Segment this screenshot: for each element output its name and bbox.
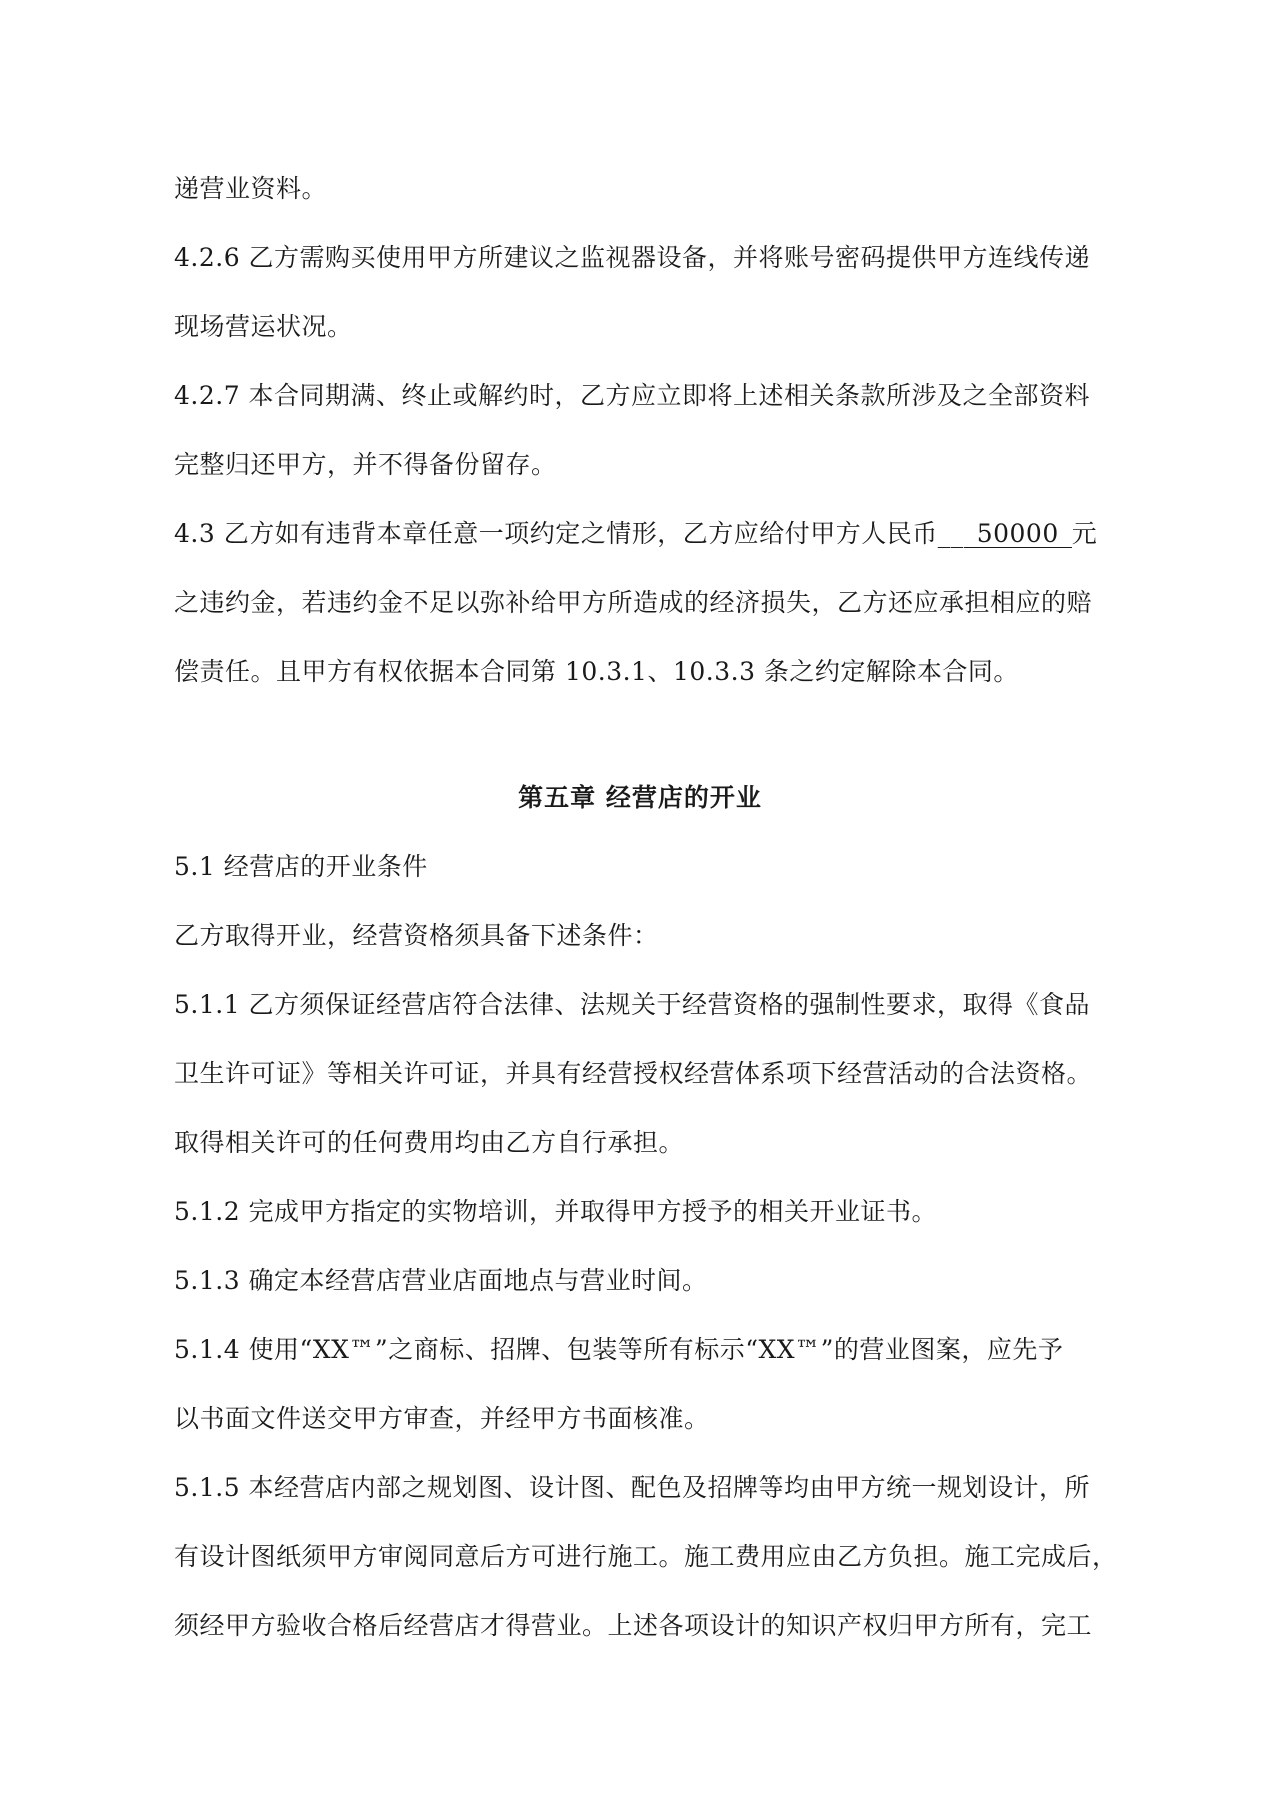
clause-4-2-6: 4.2.6 乙方需购买使用甲方所建议之监视器设备，并将账号密码提供甲方连线传递 [174,243,1091,272]
clause-5-1-1: 5.1.1 乙方须保证经营店符合法律、法规关于经营资格的强制性要求，取得《食品 [174,990,1091,1019]
text-line: 有设计图纸须甲方审阅同意后方可进行施工。施工费用应由乙方负担。施工完成后， [174,1542,1118,1571]
text-line: 乙方取得开业，经营资格须具备下述条件： [174,921,659,950]
clause-4-2-7: 4.2.7 本合同期满、终止或解约时，乙方应立即将上述相关条款所涉及之全部资料 [174,381,1091,410]
clause-5-1-5: 5.1.5 本经营店内部之规划图、设计图、配色及招牌等均由甲方统一规划设计，所 [174,1473,1091,1502]
currency-unit: 元 [1071,519,1098,548]
text-line: 之违约金，若违约金不足以弥补给甲方所造成的经济损失，乙方还应承担相应的赔 [174,588,1093,617]
text-line: 卫生许可证》等相关许可证，并具有经营授权经营体系项下经营活动的合法资格。 [174,1059,1093,1088]
chapter-title: 第五章 经营店的开业 [518,783,762,812]
section-5-1-title: 5.1 经营店的开业条件 [174,852,428,881]
clause-4-3-text: 4.3 乙方如有违背本章任意一项约定之情形，乙方应给付甲方人民币__ [174,519,964,548]
text-line: 须经甲方验收合格后经营店才得营业。上述各项设计的知识产权归甲方所有，完工 [174,1611,1093,1640]
text-line: 递营业资料。 [174,174,328,203]
text-line: 偿责任。且甲方有权依据本合同第 10.3.1、10.3.3 条之约定解除本合同。 [174,657,1019,686]
text-line: 现场营运状况。 [174,312,353,341]
clause-4-3 [174,500,1108,568]
clause-5-1-2: 5.1.2 完成甲方指定的实物培训，并取得甲方授予的相关开业证书。 [174,1197,938,1226]
clause-5-1-4: 5.1.4 使用“XX™”之商标、招牌、包装等所有标示“XX™”的营业图案，应先予 [174,1335,1064,1364]
penalty-amount-field: 50000 [964,521,1072,548]
text-line: 完整归还甲方，并不得备份留存。 [174,450,557,479]
text-line: 以书面文件送交甲方审查，并经甲方书面核准。 [174,1404,710,1433]
clause-5-1-3: 5.1.3 确定本经营店营业店面地点与营业时间。 [174,1266,708,1295]
text-line: 取得相关许可的任何费用均由乙方自行承担。 [174,1128,685,1157]
